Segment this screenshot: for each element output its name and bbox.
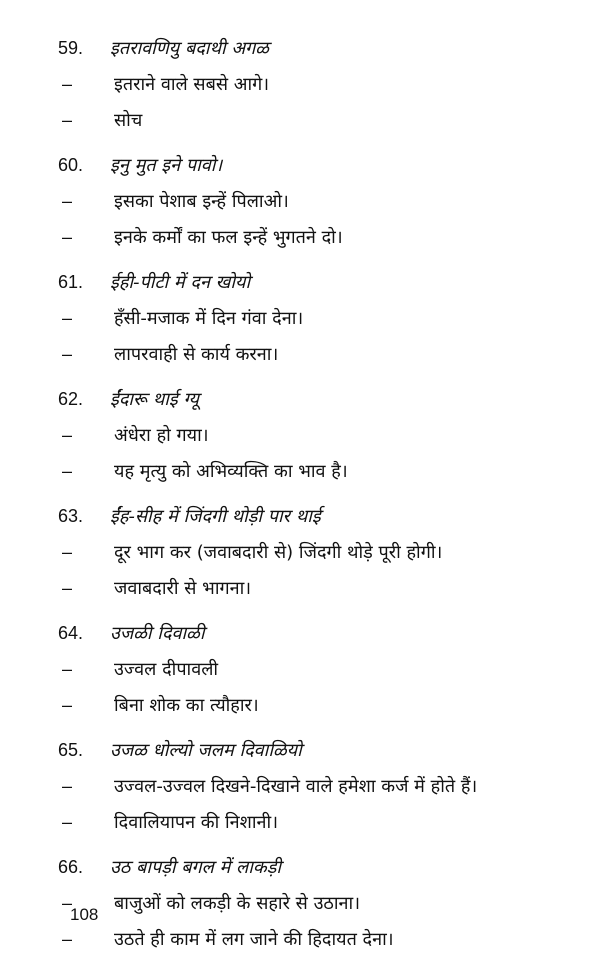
proverb-entry — [0, 732, 600, 840]
meaning-row — [0, 687, 600, 723]
meaning-text: उठते ही काम में लग जाने की हिदायत देना। — [114, 929, 394, 950]
dash-marker: – — [62, 74, 73, 94]
proverb-entry — [0, 30, 600, 138]
meaning-row — [0, 651, 600, 687]
dash-marker: – — [62, 425, 73, 445]
meaning-text: इसका पेशाब इन्हें पिलाओ। — [114, 191, 289, 212]
meaning-text: अंधेरा हो गया। — [114, 425, 209, 446]
proverb-entry — [0, 498, 600, 606]
dash-marker: – — [62, 344, 73, 364]
proverb-heading — [0, 615, 600, 651]
meaning-text: बिना शोक का त्यौहार। — [114, 695, 259, 716]
proverb-number: 59. — [58, 38, 84, 58]
proverb-heading — [0, 381, 600, 417]
meaning-row — [0, 183, 600, 219]
meaning-text: उज्वल-उज्वल दिखने-दिखाने वाले हमेशा कर्ज में होते हैं। — [114, 776, 478, 797]
proverb-list — [0, 30, 600, 966]
dash-marker: – — [62, 110, 73, 130]
proverb-title: उजळी दिवाळी — [110, 623, 205, 644]
proverb-heading — [0, 498, 600, 534]
meaning-text: दिवालियापन की निशानी। — [114, 812, 279, 833]
proverb-entry — [0, 849, 600, 957]
meaning-row — [0, 102, 600, 138]
dash-marker: – — [62, 191, 73, 211]
meaning-text: लापरवाही से कार्य करना। — [114, 344, 279, 365]
meaning-row — [0, 804, 600, 840]
meaning-row — [0, 921, 600, 957]
meaning-text: उज्वल दीपावली — [114, 659, 219, 680]
meaning-text: हँसी-मजाक में दिन गंवा देना। — [114, 308, 304, 329]
dash-marker: – — [62, 461, 73, 481]
proverb-title: उजळ धोल्यो जलम दिवाळियो — [110, 740, 302, 761]
proverb-title: उठ बापड़ी बगल में लाकड़ी — [110, 857, 282, 878]
meaning-text: इनके कर्मों का फल इन्हें भुगतने दो। — [114, 227, 343, 248]
meaning-text: इतराने वाले सबसे आगे। — [114, 74, 270, 95]
dash-marker: – — [62, 929, 73, 949]
proverb-heading — [0, 849, 600, 885]
meaning-row — [0, 417, 600, 453]
meaning-row — [0, 66, 600, 102]
proverb-heading — [0, 147, 600, 183]
meaning-row — [0, 336, 600, 372]
proverb-heading — [0, 264, 600, 300]
proverb-number: 66. — [58, 857, 84, 877]
dash-marker: – — [62, 578, 73, 598]
proverb-number: 64. — [58, 623, 84, 643]
meaning-row — [0, 570, 600, 606]
meaning-text: जवाबदारी से भागना। — [114, 578, 252, 599]
proverb-number: 65. — [58, 740, 84, 760]
proverb-number: 63. — [58, 506, 84, 526]
page-number: 108 — [70, 905, 99, 924]
proverb-title: ईही-पीटी में दन खोयो — [110, 272, 251, 293]
dash-marker: – — [62, 776, 73, 796]
dash-marker: – — [62, 542, 73, 562]
dash-marker: – — [62, 308, 73, 328]
proverb-heading — [0, 30, 600, 66]
meaning-text: सोच — [114, 110, 143, 131]
proverb-entry — [0, 381, 600, 489]
dash-marker: – — [62, 812, 73, 832]
meaning-text: दूर भाग कर (जवाबदारी से) जिंदगी थोड़े पूरी होगी। — [114, 542, 443, 563]
proverb-title: ईंह-सीह में जिंदगी थोड़ी पार थाई — [110, 506, 321, 527]
meaning-row — [0, 534, 600, 570]
proverb-entry — [0, 615, 600, 723]
proverb-title: ईंदारू थाई ग्यू — [110, 389, 199, 410]
meaning-text: यह मृत्यु को अभिव्यक्ति का भाव है। — [114, 461, 348, 482]
proverb-entry — [0, 264, 600, 372]
proverb-title: इनु मुत इने पावो। — [110, 155, 223, 176]
proverb-entry — [0, 147, 600, 255]
proverb-title: इतरावणियु बदाथी अगळ — [110, 38, 269, 59]
dash-marker: – — [62, 695, 73, 715]
dash-marker: – — [62, 227, 73, 247]
meaning-row — [0, 768, 600, 804]
meaning-row — [0, 453, 600, 489]
proverb-number: 60. — [58, 155, 84, 175]
proverb-number: 61. — [58, 272, 84, 292]
dash-marker: – — [62, 659, 73, 679]
meaning-row — [0, 300, 600, 336]
meaning-text: बाजुओं को लकड़ी के सहारे से उठाना। — [114, 893, 361, 914]
proverb-heading — [0, 732, 600, 768]
dash-marker: – — [62, 893, 73, 913]
meaning-row — [0, 219, 600, 255]
proverb-number: 62. — [58, 389, 84, 409]
